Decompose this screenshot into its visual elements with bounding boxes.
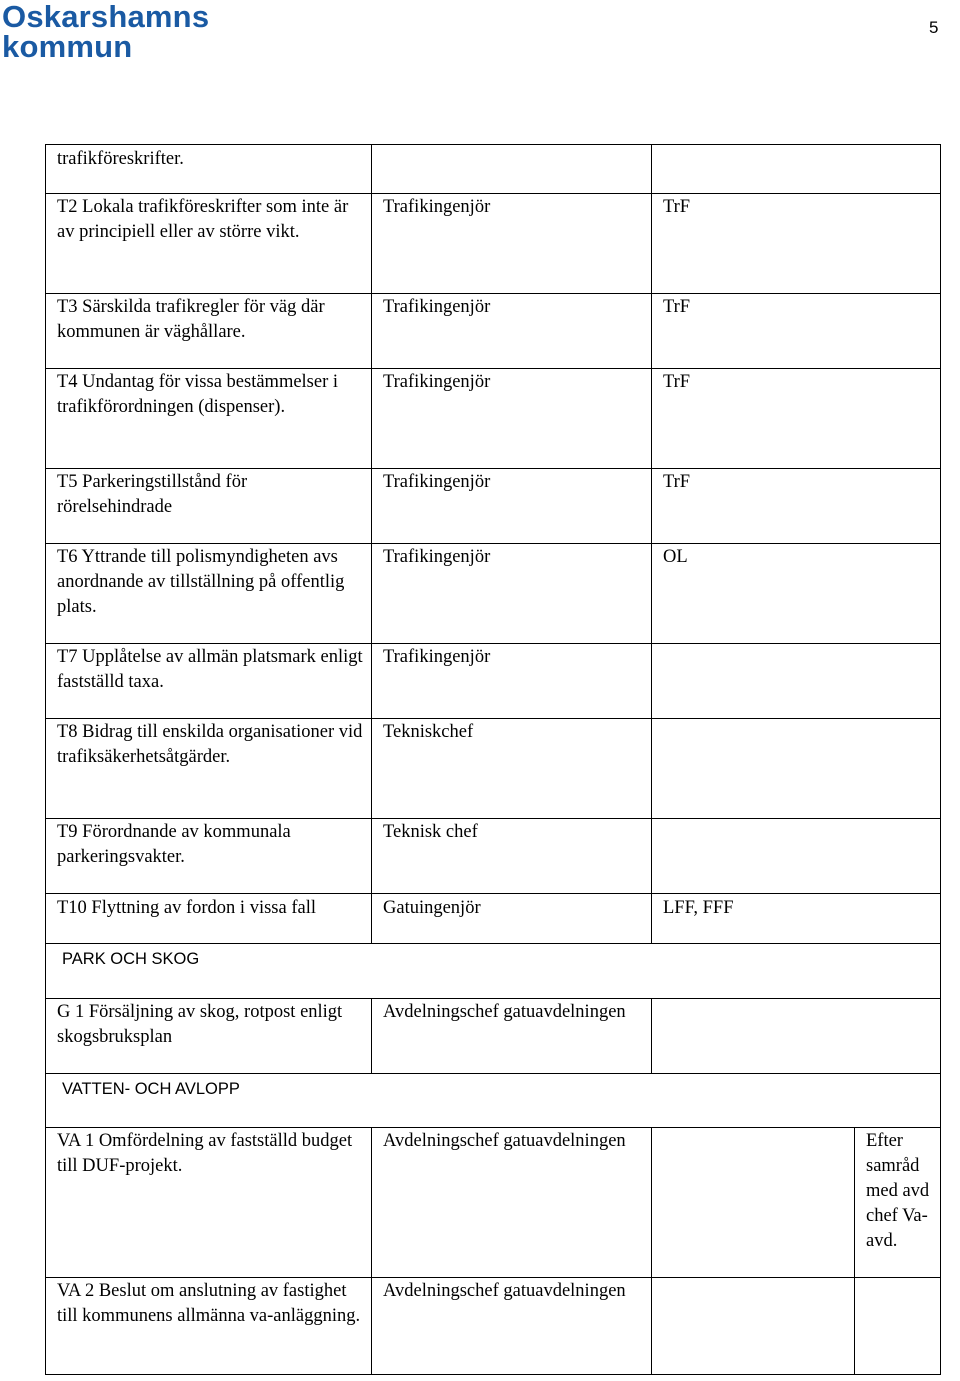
delegate-cell: Trafikingenjör [371, 644, 651, 718]
deputy-cell [651, 719, 854, 818]
table-row [45, 999, 941, 1074]
delegate-cell: Trafikingenjör [371, 469, 651, 543]
deputy-cell [651, 145, 854, 193]
matter-cell: T9 Förordnande av kommunala parkeringsvakter. [57, 822, 291, 867]
deputy-cell: LFF, FFF [651, 894, 854, 943]
section-title-va: VATTEN- OCH AVLOPP [62, 1080, 240, 1098]
section-title-park: PARK OCH SKOG [62, 950, 200, 968]
deputy-cell [651, 819, 854, 893]
deputy-cell: TrF [651, 469, 854, 543]
matter-cell: T3 Särskilda trafikregler för väg där kommunen är väghållare. [57, 297, 325, 342]
matter-cell: trafikföreskrifter. [57, 149, 184, 169]
logo-line-1: Oskarshamns [2, 0, 210, 34]
deputy-cell: TrF [651, 369, 854, 468]
table-row [45, 894, 941, 944]
matter-cell: T7 Upplåtelse av allmän platsmark enligt fastställd taxa. [57, 647, 363, 692]
note-cell [854, 1278, 942, 1374]
matter-cell: T6 Yttrande till polismyndigheten avs anordnande av tillställning på offentlig plats. [57, 547, 345, 617]
delegate-cell: Trafikingenjör [371, 194, 651, 293]
table-row [45, 194, 941, 294]
deputy-cell: OL [651, 544, 854, 643]
table-row [45, 294, 941, 369]
logo-line-2: kommun [2, 29, 133, 64]
deputy-cell [651, 1278, 854, 1374]
table-row [45, 1278, 941, 1375]
section-header-row [45, 944, 941, 999]
matter-cell: T8 Bidrag till enskilda organisationer vid trafiksäkerhetsåtgärder. [57, 722, 363, 767]
deputy-cell [651, 644, 854, 718]
matter-cell: G 1 Försäljning av skog, rotpost enligt skogsbruksplan [57, 1002, 343, 1047]
table-row [45, 644, 941, 719]
page-number: 5 [929, 18, 939, 37]
delegate-cell: Trafikingenjör [371, 294, 651, 368]
table-row [45, 144, 941, 194]
note-cell: Efter samråd med avd chef Va-avd. [854, 1128, 942, 1277]
delegate-cell: Gatuingenjör [371, 894, 651, 943]
delegate-cell: Avdelningschef gatuavdelningen [371, 999, 651, 1073]
delegate-cell: Tekniskchef [371, 719, 651, 818]
matter-cell: T5 Parkeringstillstånd för rörelsehindrade [57, 472, 248, 517]
deputy-cell [651, 1128, 854, 1277]
municipality-logo [2, 2, 209, 62]
deputy-cell: TrF [651, 294, 854, 368]
delegate-cell: Avdelningschef gatuavdelningen [371, 1128, 651, 1277]
deputy-cell: TrF [651, 194, 854, 293]
matter-cell: T2 Lokala trafikföreskrifter som inte är av principiell eller av större vikt. [57, 197, 349, 242]
delegate-cell: Trafikingenjör [371, 369, 651, 468]
matter-cell: VA 2 Beslut om anslutning av fastighet till kommunens allmänna va-anläggning. [57, 1281, 361, 1326]
delegation-table [45, 144, 941, 1375]
delegate-cell: Avdelningschef gatuavdelningen [371, 1278, 651, 1374]
table-row [45, 369, 941, 469]
table-row [45, 469, 941, 544]
table-row [45, 719, 941, 819]
delegate-cell [371, 145, 651, 193]
matter-cell: T10 Flyttning av fordon i vissa fall [57, 898, 316, 918]
table-row [45, 1128, 941, 1278]
matter-cell: VA 1 Omfördelning av fastställd budget till DUF-projekt. [57, 1131, 353, 1176]
table-row [45, 819, 941, 894]
table-row [45, 544, 941, 644]
delegate-cell: Teknisk chef [371, 819, 651, 893]
delegate-cell: Trafikingenjör [371, 544, 651, 643]
deputy-cell [651, 999, 854, 1073]
section-header-row [45, 1074, 941, 1128]
matter-cell: T4 Undantag för vissa bestämmelser i trafikförordningen (dispenser). [57, 372, 339, 417]
